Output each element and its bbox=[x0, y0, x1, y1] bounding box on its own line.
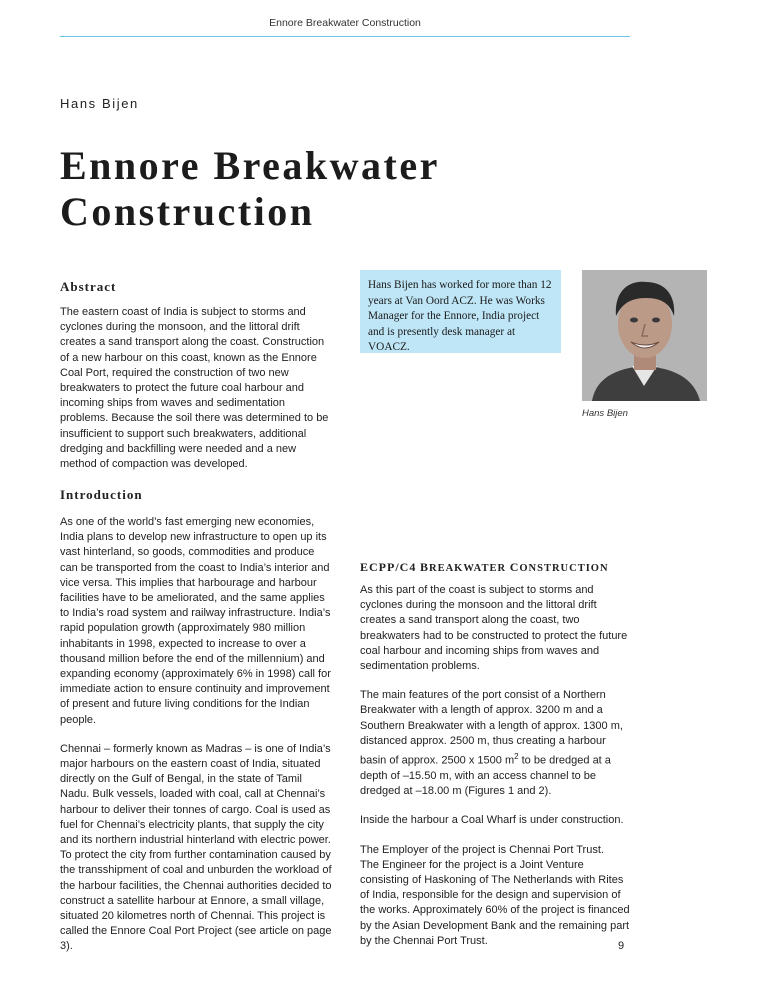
ecpp-paragraph-1: As this part of the coast is subject to storms and cyclones during the monsoon and the littoral drift creates a sand transport along the coast, two breakwaters had to be constructed to protect the future coal harbour and incoming ships from waves and sedimentation problems. bbox=[360, 584, 628, 673]
author-name: Hans Bijen bbox=[60, 96, 139, 111]
introduction-heading: Introduction bbox=[60, 487, 143, 502]
ecpp-paragraph-2-start: The main features of the port consist of a Northern Breakwater with a length of approx. 3200 m and a Southern Breakwater with a length of approx. 1300 m, distanced approx. 2500 m, thus creating a harbour basin of approx. 2500 x 1500 m bbox=[360, 689, 623, 767]
ecpp-heading-initial-2: C bbox=[509, 560, 520, 574]
square-metre-superscript: 2 bbox=[514, 752, 519, 762]
ecpp-heading-rest-2: ONSTRUCTION bbox=[519, 563, 609, 574]
ecpp-paragraph-2-end: to be dredged at a depth of –15.50 m, with an access channel to be dredged at –18.00 m (Figures 1 and 2). bbox=[360, 754, 611, 798]
title-line-1: Ennore Breakwater bbox=[60, 143, 440, 188]
ecpp-heading-initial-1: B bbox=[419, 560, 429, 574]
photo-caption: Hans Bijen bbox=[582, 408, 628, 419]
header-rule bbox=[60, 36, 630, 37]
running-header: Ennore Breakwater Construction bbox=[269, 17, 421, 29]
author-portrait-image bbox=[582, 270, 707, 401]
ecpp-paragraph-4 bbox=[360, 843, 635, 949]
article-title bbox=[60, 143, 440, 235]
author-photo bbox=[582, 270, 707, 401]
abstract-heading: Abstract bbox=[60, 279, 117, 294]
ecpp-paragraph-3: Inside the harbour a Coal Wharf is under construction. bbox=[360, 814, 624, 827]
introduction-paragraph-2: Chennai – formerly known as Madras – is one of India’s major harbours on the eastern coast of India, situated directly on the Gulf of Bengal, in the state of Tamil Nadu. Bulk vessels, loaded with coal, call at Chennai’s harbour to deliver their tonnes of cargo. Coal is used as fuel for Chennai’s electricity plants, that supply the city and its northern industrial hinterland with electric power. To protect the city from further contamination caused by the transshipment of coal and unburden the workload of the harbour facilities, the Chennai authorities decided to construct a satellite harbour at Ennore, a small village, situated 20 kilometres north of Chennai. This project is called the Ennore Coal Port Project (see article on page 3). bbox=[60, 742, 332, 953]
ecpp-paragraph-4-line-1: The Employer of the project is Chennai Port Trust. bbox=[360, 843, 604, 856]
abstract-paragraph: The eastern coast of India is subject to storms and cyclones during the monsoon, and the littoral drift creates a sand transport along the coast. Construction of a new harbour on this coast, known as the Ennore Coal Port, required the construction of two new breakwaters to protect the future coal harbour and incoming ships from waves and sedimentation problems. Because the soil there was determined to be insufficient to support such breakwaters, additional dredging and backfilling were needed and a new method of compaction was developed. bbox=[60, 306, 329, 471]
page-number: 9 bbox=[618, 940, 625, 952]
ecpp-body bbox=[360, 583, 635, 963]
ecpp-paragraph-2 bbox=[360, 688, 635, 799]
author-bio-box: Hans Bijen has worked for more than 12 years at Van Oord ACZ. He was Works Manager for the Ennore, India project and is presently desk manager at VOACZ. bbox=[360, 270, 561, 353]
ecpp-heading bbox=[360, 560, 609, 575]
ecpp-heading-prefix: ECPP/C4 bbox=[360, 560, 417, 574]
ecpp-paragraph-4-rest: The Engineer for the project is a Joint Venture consisting of Haskoning of The Netherlands with Rites of India, responsible for the design and supervision of the works. Approximately 60% of the project is financed by the Asian Development Bank and the remaining part by the Chennai Port Trust. bbox=[360, 858, 630, 947]
introduction-body bbox=[60, 515, 333, 969]
ecpp-heading-rest-1: REAKWATER bbox=[428, 563, 507, 574]
abstract-body bbox=[60, 305, 335, 486]
introduction-paragraph-1: As one of the world’s fast emerging new economies, India plans to develop new infrastructure to open up its vast hinterland, so goods, commodities and produce can be transported from the coast to India’s interior and vice versa. This implies that harbourage and harbour facilities have to be ameliorated, and the same applies to India’s road system and railway infrastructure. India’s rapid population growth (approximately 980 million inhabitants in 1998, expected to increase to over a thousand million before the end of the millennium) and expanding economy (approximately 6% in 1998) call for immediate action to ensure continuity and improvement of present and future living conditions for the Indian people. bbox=[60, 516, 331, 726]
title-line-2: Construction bbox=[60, 189, 315, 234]
